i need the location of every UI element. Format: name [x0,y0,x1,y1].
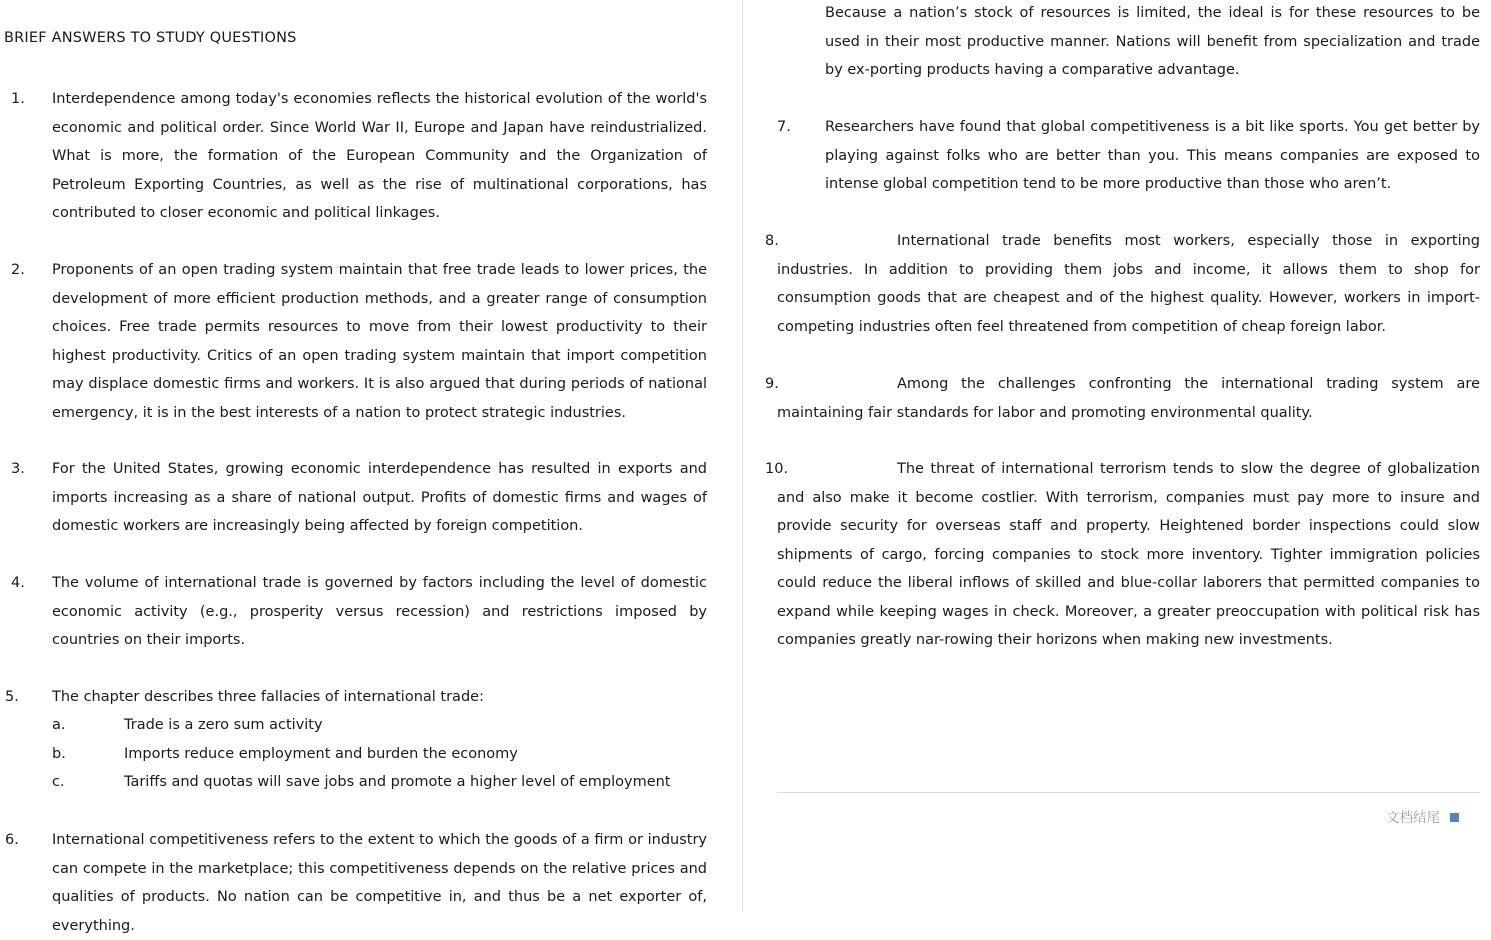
answer-5-number: 5. [5,689,19,705]
answer-7-number: 7. [777,119,791,135]
answer-3-text: For the United States, growing economic interdependence has resulted in exports and imports increasing as a share of national output. Profits of domestic firms and wages of domestic workers are increasingly being affected by foreign competition. [52,461,707,534]
answer-6-continuation: Because a nation’s stock of resources is limited, the ideal is for these resources to be used in their most productive manner. Nations will benefit from specialization and trade by ex-porting products having a comparative advantage. [825,5,1480,78]
page-title: BRIEF ANSWERS TO STUDY QUESTIONS [4,30,297,46]
answer-8-number: 8. [765,233,779,249]
answer-1-number: 1. [11,91,25,107]
answer-2-text: Proponents of an open trading system maintain that free trade leads to lower prices, the development of more efficient production methods, and a greater range of consumption choices. Free trade permits resources to move from their lowest productivity to their highest productivity. Critics of an open trading system maintain that import competition may displace domestic firms and workers. It is also argued that during periods of national emergency, it is in the best interests of a nation to protect strategic industries. [52,262,707,421]
fallacy-letter: a. [52,717,66,733]
answer-9-text: Among the challenges confronting the international trading system are maintaining fair standards for labor and promoting environmental quality. [777,376,1480,421]
answer-1-text: Interdependence among today's economies reflects the historical evolution of the world's economic and political order. Since World War II, Europe and Japan have reindustrialized. What is more, the formation of the European Community and the Organization of Petroleum Exporting Countries, as well as the rise of multinational corporations, has contributed to closer economic and political linkages. [52,91,707,221]
end-of-document-marker [1386,806,1459,826]
answer-8-paragraph [777,227,1480,341]
fallacy-letter: c. [52,774,65,790]
fallacy-item [0,711,720,739]
answer-10-paragraph [777,455,1480,655]
answer-4-number: 4. [11,575,25,591]
answer-9-paragraph [777,370,1480,427]
answer-7-text: Researchers have found that global competitiveness is a bit like sports. You get better by playing against folks who are better than you. This means companies are exposed to intense global competition tend to be more productive than those who aren’t. [825,119,1480,192]
answer-3-number: 3. [11,461,25,477]
fallacy-text: Trade is a zero sum activity [124,717,323,733]
fallacy-item [0,740,720,768]
answer-6-text: International competitiveness refers to the extent to which the goods of a firm or industry can compete in the marketplace; this competitiveness depends on the relative prices and qualities of products. No nation can be competitive in, and thus be a net exporter of, everything. [52,832,707,934]
answer-9-number: 9. [765,376,779,392]
right-page [743,0,1491,912]
answer-2-number: 2. [11,262,25,278]
left-page [0,0,742,934]
answer-4-text: The volume of international trade is governed by factors including the level of domestic economic activity (e.g., prosperity versus recession) and restrictions imposed by countries on their imports. [52,575,707,648]
fallacy-letter: b. [52,746,66,762]
end-of-document-rule [777,792,1480,793]
answer-5-text: The chapter describes three fallacies of international trade: [52,689,484,705]
end-of-document-label: 文档结尾 [1386,810,1440,826]
fallacy-text: Imports reduce employment and burden the economy [124,746,518,762]
answer-10-number: 10. [765,461,789,477]
answer-8-text: International trade benefits most workers, especially those in exporting industries. In addition to providing them jobs and income, it allows them to shop for consumption goods that are cheapest and of the highest quality. However, workers in import-competing industries often feel threatened from competition of cheap foreign labor. [777,233,1480,335]
fallacy-text: Tariffs and quotas will save jobs and promote a higher level of employment [124,774,671,790]
end-square-icon [1450,813,1459,822]
answer-10-text: The threat of international terrorism tends to slow the degree of globalization and also make it become costlier. With terrorism, companies must pay more to insure and provide security for overseas staff and property. Heightened border inspections could slow shipments of cargo, forcing companies to stock more inventory. Tighter immigration policies could reduce the liberal inflows of skilled and blue-collar laborers that permitted companies to expand while keeping wages in check. Moreover, a greater preoccupation with political risk has companies greatly nar-rowing their horizons when making new investments. [777,461,1480,648]
fallacy-item [0,768,720,796]
answer-6-number: 6. [5,832,19,848]
